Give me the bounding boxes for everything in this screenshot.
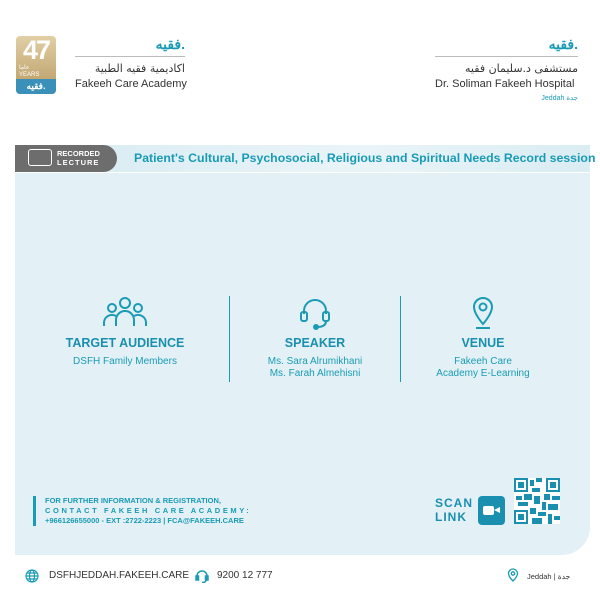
- location-pin-icon: [471, 296, 495, 330]
- speaker-2: Ms. Farah Almehisni: [269, 368, 361, 379]
- video-camera-icon: [478, 496, 505, 525]
- academy-name-ar: اكاديمية فقيه الطبية: [94, 62, 185, 75]
- headset-icon: [298, 296, 332, 330]
- detail-line: DSFH Family Members: [73, 356, 177, 367]
- badge-years-en: YEARS: [19, 72, 40, 78]
- detail-venue: [398, 296, 568, 380]
- hospital-name-ar: مستشفى د.سليمان فقيه: [465, 62, 578, 75]
- scan-line1: SCAN: [435, 496, 474, 510]
- session-title: Patient's Cultural, Psychosocial, Religious and Spiritual Needs Record session: [134, 151, 596, 165]
- contact-info: [33, 496, 251, 526]
- contact-line1: FOR FURTHER INFORMATION & REGISTRATION,: [45, 496, 221, 505]
- contact-line2: CONTACT FAKEEH CARE ACADEMY:: [45, 506, 252, 515]
- footer-city: Jeddah | جدة: [527, 572, 571, 581]
- detail-target-audience: [40, 296, 210, 368]
- footer-website[interactable]: DSFHJEDDAH.FAKEEH.CARE: [49, 570, 190, 581]
- badge-brand: فقيه.: [16, 79, 56, 94]
- location-pin-icon: [507, 568, 519, 583]
- badge-years-ar: عاما: [19, 65, 30, 71]
- contact-line3[interactable]: +966126655000 - EXT :2722-2223 | FCA@FAKEEH.CARE: [45, 516, 244, 525]
- footer-phone[interactable]: 9200 12 777: [217, 570, 273, 581]
- hospital-name-en: Dr. Soliman Fakeeh Hospital: [435, 78, 575, 90]
- scan-line2: LINK: [435, 510, 467, 524]
- venue-line1: Fakeeh Care: [454, 356, 512, 367]
- academy-logo: [75, 36, 185, 90]
- scan-link-label: [435, 496, 473, 524]
- detail-heading: TARGET AUDIENCE: [65, 336, 185, 350]
- touch-screen-icon: [28, 149, 52, 166]
- badge-number: 47: [22, 36, 50, 65]
- hospital-logo: [435, 36, 578, 102]
- qr-code[interactable]: [514, 478, 560, 524]
- 47-years-badge: [16, 36, 56, 94]
- people-icon: [102, 296, 148, 328]
- tag-line2: LECTURE: [57, 158, 100, 167]
- globe-icon: [25, 569, 39, 583]
- academy-logo-mark: فقيه.: [155, 36, 185, 52]
- badge-years: [19, 65, 39, 79]
- venue-line2: Academy E-Learning: [436, 368, 530, 379]
- detail-speaker: [230, 296, 400, 380]
- hospital-logo-mark: فقيه.: [548, 36, 578, 52]
- tag-line1: RECORDED: [57, 149, 100, 158]
- academy-name-en: Fakeeh Care Academy: [75, 78, 187, 90]
- detail-heading: SPEAKER: [284, 336, 346, 350]
- hospital-city: Jeddah جدة: [541, 95, 578, 102]
- speaker-1: Ms. Sara Alrumikhani: [267, 356, 363, 367]
- detail-heading: VENUE: [461, 336, 505, 350]
- headset-icon: [195, 569, 209, 583]
